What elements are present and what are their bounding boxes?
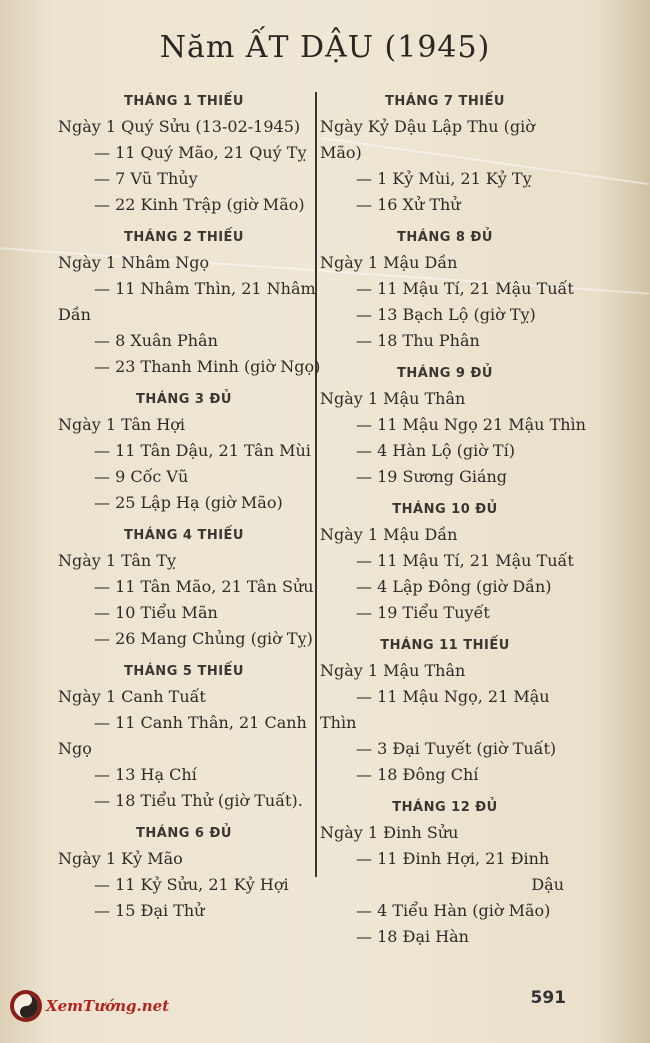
calendar-entry: — 4 Hàn Lộ (giờ Tí)	[356, 441, 515, 460]
calendar-entry: Ngày 1 Mậu Thân	[320, 389, 466, 408]
calendar-entry: — 11 Kỷ Sửu, 21 Kỷ Hợi	[94, 875, 289, 894]
calendar-entry: Ngày 1 Canh Tuất	[58, 687, 206, 706]
left-column	[58, 88, 321, 930]
calendar-entry: Dậu	[531, 875, 564, 894]
page-title: Năm ẤT DẬU (1945)	[159, 30, 491, 65]
calendar-entry: Ngọ	[58, 739, 92, 758]
calendar-entry: Ngày 1 Kỷ Mão	[58, 849, 183, 868]
calendar-entry: — 11 Quý Mão, 21 Quý Tỵ	[94, 143, 307, 162]
calendar-entry: — 16 Xử Thử	[356, 195, 461, 214]
month-header: THÁNG 9 ĐỦ	[397, 366, 493, 381]
calendar-entry: — 8 Xuân Phân	[94, 331, 218, 350]
calendar-entry: — 11 Mậu Ngọ, 21 Mậu	[356, 687, 550, 706]
month-header: THÁNG 3 ĐỦ	[136, 392, 232, 407]
calendar-entry: Ngày 1 Tân Tỵ	[58, 551, 177, 570]
calendar-entry: — 7 Vũ Thủy	[94, 169, 198, 188]
calendar-entry: Thìn	[320, 713, 357, 732]
calendar-entry: Ngày 1 Tân Hợi	[58, 415, 186, 434]
calendar-entry: Mão)	[320, 143, 362, 162]
calendar-entry: — 3 Đại Tuyết (giờ Tuất)	[356, 739, 557, 758]
calendar-entry: — 18 Đông Chí	[356, 765, 479, 784]
month-header: THÁNG 6 ĐỦ	[136, 826, 232, 841]
calendar-entry: — 11 Mậu Ngọ 21 Mậu Thìn	[356, 415, 586, 434]
calendar-entry: — 26 Mang Chủng (giờ Tỵ)	[94, 629, 313, 648]
watermark-logo	[10, 990, 169, 1022]
month-header: THÁNG 5 THIẾU	[124, 664, 244, 679]
calendar-entry: Ngày Kỷ Dậu Lập Thu (giờ	[320, 117, 535, 136]
calendar-entry: — 1 Kỷ Mùi, 21 Kỷ Tỵ	[356, 169, 532, 188]
column-divider	[315, 92, 317, 877]
calendar-entry: — 23 Thanh Minh (giờ Ngọ)	[94, 357, 321, 376]
calendar-entry: — 19 Tiểu Tuyết	[356, 603, 490, 622]
month-header: THÁNG 1 THIẾU	[124, 94, 244, 109]
calendar-entry: — 9 Cốc Vũ	[94, 467, 189, 486]
calendar-entry: — 22 Kinh Trập (giờ Mão)	[94, 195, 305, 214]
calendar-entry: — 18 Đại Hàn	[356, 927, 469, 946]
calendar-entry: — 4 Lập Đông (giờ Dần)	[356, 577, 552, 596]
month-header: THÁNG 2 THIẾU	[124, 230, 244, 245]
calendar-entry: Ngày 1 Quý Sửu (13-02-1945)	[58, 117, 301, 136]
calendar-entry: Dần	[58, 305, 91, 324]
calendar-entry: — 11 Nhâm Thìn, 21 Nhâm	[94, 279, 316, 298]
calendar-entry: Ngày 1 Nhâm Ngọ	[58, 253, 210, 272]
month-header: THÁNG 12 ĐỦ	[392, 800, 498, 815]
calendar-entry: — 18 Thu Phân	[356, 331, 480, 350]
calendar-entry: Ngày 1 Mậu Dần	[320, 525, 458, 544]
calendar-entry: — 11 Tân Dậu, 21 Tân Mùi	[94, 441, 311, 460]
month-header: THÁNG 7 THIẾU	[385, 94, 505, 109]
section-spacer	[58, 924, 310, 930]
calendar-entry: — 25 Lập Hạ (giờ Mão)	[94, 493, 283, 512]
calendar-entry: — 11 Canh Thân, 21 Canh	[94, 713, 307, 732]
calendar-entry: Ngày 1 Mậu Dần	[320, 253, 458, 272]
calendar-entry: — 15 Đại Thử	[94, 901, 205, 920]
month-header: THÁNG 8 ĐỦ	[397, 230, 493, 245]
calendar-entry: — 11 Mậu Tí, 21 Mậu Tuất	[356, 279, 574, 298]
calendar-entry: — 11 Mậu Tí, 21 Mậu Tuất	[356, 551, 574, 570]
calendar-entry: Ngày 1 Mậu Thân	[320, 661, 466, 680]
calendar-entry: — 13 Bạch Lộ (giờ Tỵ)	[356, 305, 536, 324]
calendar-entry: — 19 Sương Giáng	[356, 467, 508, 486]
month-header: THÁNG 11 THIẾU	[380, 638, 510, 653]
calendar-entry: — 10 Tiểu Mãn	[94, 603, 218, 622]
calendar-entry: — 4 Tiểu Hàn (giờ Mão)	[356, 901, 551, 920]
month-header: THÁNG 4 THIẾU	[124, 528, 244, 543]
calendar-entry: — 11 Tân Mão, 21 Tân Sửu	[94, 577, 314, 596]
calendar-entry: — 18 Tiểu Thử (giờ Tuất).	[94, 791, 303, 810]
calendar-entry: Ngày 1 Đinh Sửu	[320, 823, 459, 842]
section-spacer	[320, 950, 570, 956]
calendar-entry: — 11 Đinh Hợi, 21 Đinh	[356, 849, 550, 868]
yin-yang-icon	[10, 990, 42, 1022]
page-number: 591	[530, 988, 566, 1008]
right-column	[320, 88, 586, 956]
watermark-text: XemTướng.net	[46, 997, 170, 1015]
calendar-entry: — 13 Hạ Chí	[94, 765, 197, 784]
month-header: THÁNG 10 ĐỦ	[392, 502, 498, 517]
